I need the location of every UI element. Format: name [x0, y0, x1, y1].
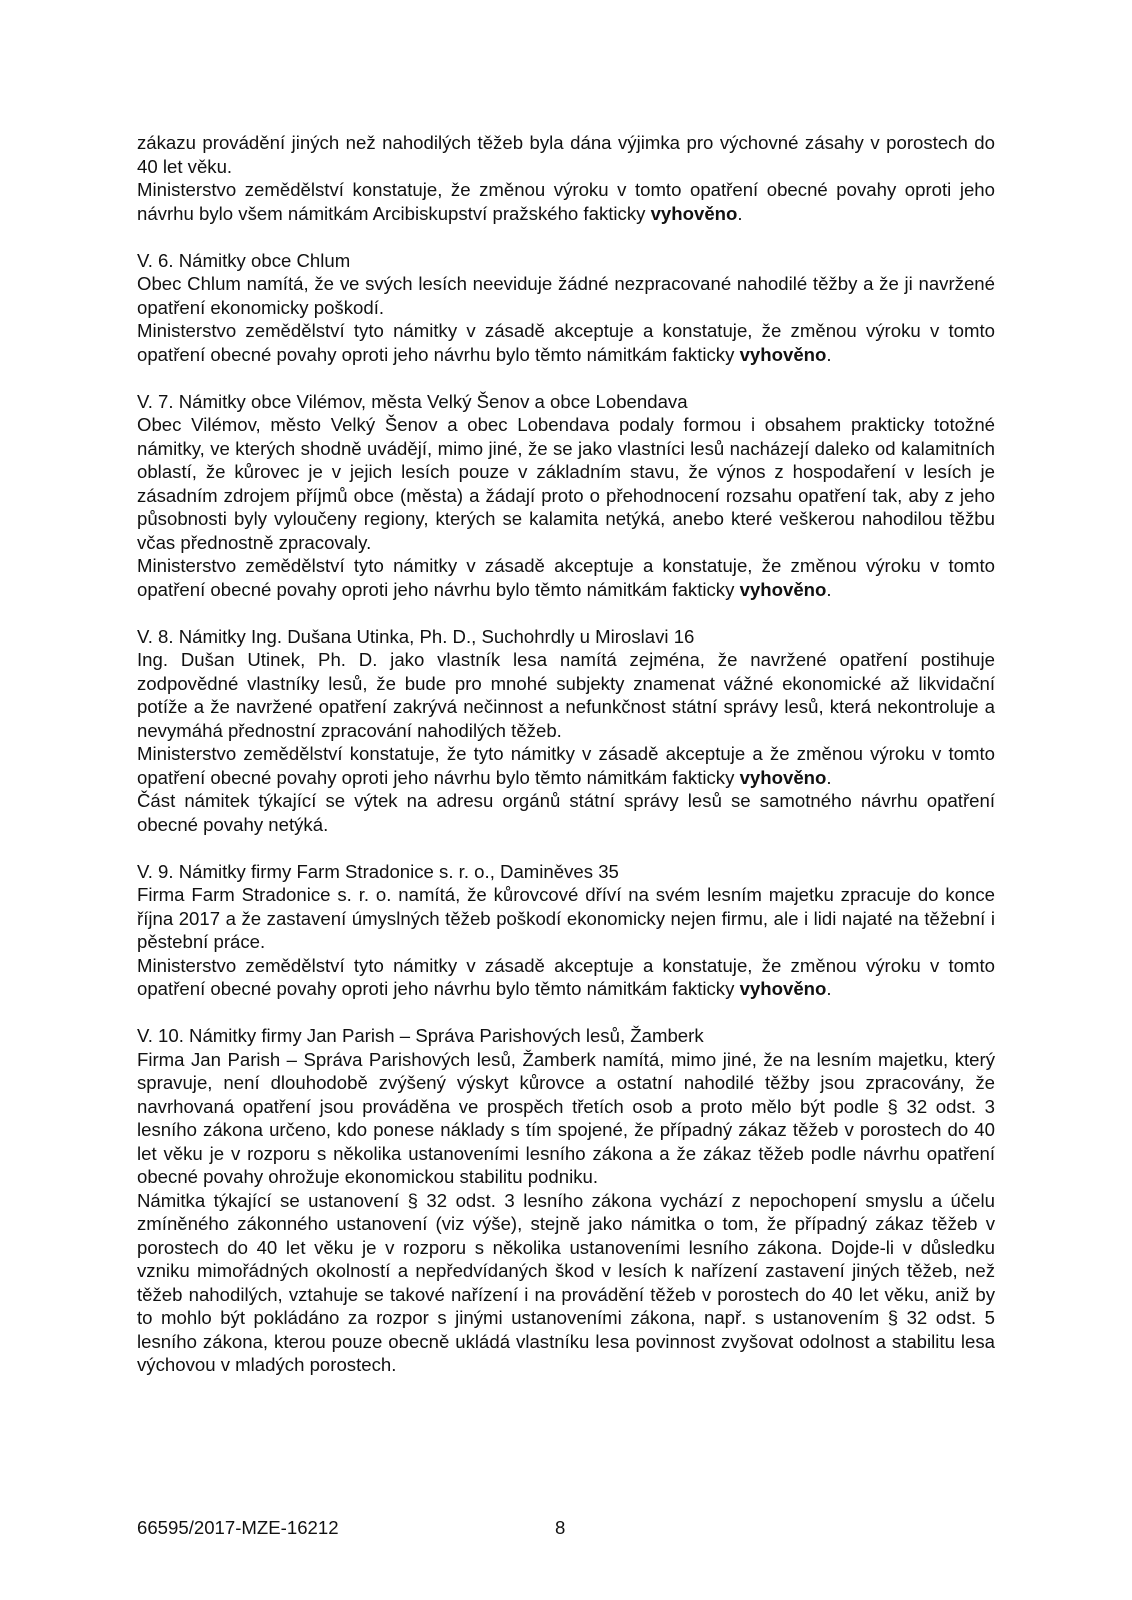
ministry-response: Ministerstvo zemědělství tyto námitky v zásadě akceptuje a konstatuje, že změnou výroku v tomto opatření obecné povahy oproti jeho návrhu bylo těmto námitkám fakticky vyhověno.	[137, 555, 995, 600]
intro-conclusion: Ministerstvo zemědělství konstatuje, že změnou výroku v tomto opatření obecné povahy oproti jeho návrhu bylo všem námitkám Arcibiskupství pražského fakticky vyhověno.	[137, 179, 995, 224]
document-page	[137, 131, 995, 1377]
ministry-response: Ministerstvo zemědělství tyto námitky v zásadě akceptuje a konstatuje, že změnou výroku v tomto opatření obecné povahy oproti jeho návrhu bylo těmto námitkám fakticky vyhověno.	[137, 320, 995, 365]
objection-text: Obec Chlum namítá, že ve svých lesích neeviduje žádné nezpracované nahodilé těžby a že ji navržené opatření ekonomicky poškodí.	[137, 273, 995, 318]
section-heading: V. 7. Námitky obce Vilémov, města Velký Šenov a obce Lobendava	[137, 390, 688, 412]
section-heading: V. 10. Námitky firmy Jan Parish – Správa Parishových lesů, Žamberk	[137, 1025, 704, 1046]
ministry-response: Ministerstvo zemědělství konstatuje, že tyto námitky v zásadě akceptuje a že změnou výroku v tomto opatření obecné povahy oproti jeho návrhu bylo těmto námitkám fakticky vyhověno.	[137, 743, 995, 788]
ministry-response: Ministerstvo zemědělství tyto námitky v zásadě akceptuje a konstatuje, že změnou výroku v tomto opatření obecné povahy oproti jeho návrhu bylo těmto námitkám fakticky vyhověno.	[137, 954, 995, 999]
intro-paragraph: zákazu provádění jiných než nahodilých těžeb byla dána výjimka pro výchovné zásahy v porostech do 40 let věku.	[137, 132, 995, 177]
section-heading: V. 9. Námitky firmy Farm Stradonice s. r. o., Daminěves 35	[137, 860, 619, 882]
objection-text: Ing. Dušan Utinek, Ph. D. jako vlastník lesa namítá zejména, že navržené opatření postihuje zodpovědné vlastníky lesů, že bude pro mnohé subjekty znamenat vážné ekonomické až likvidační potíže a že navržené opatření zakrývá nečinnost a nefunkčnost státní správy lesů, která nekontroluje a nevymáhá přednostní zpracování nahodilých těžeb.	[137, 649, 995, 741]
section-heading: V. 6. Námitky obce Chlum	[137, 249, 351, 271]
section-heading: V. 8. Námitky Ing. Dušana Utinka, Ph. D., Suchohrdly u Miroslavi 16	[137, 625, 695, 647]
objection-text: Firma Jan Parish – Správa Parishových lesů, Žamberk namítá, mimo jiné, že na lesním majetku, který spravuje, není dlouhodobě zvýšený výskyt kůrovce a ostatní nahodilé těžby jsou zpracovány, že navrhovaná opatření jsou prováděna ve prospěch třetích osob a proto mělo být podle § 32 odst. 3 lesního zákona určeno, kdo ponese náklady s tím spojené, že případný zákaz těžeb v porostech do 40 let věku je v rozporu s několika ustanoveními lesního zákona a že zákaz těžeb podle návrhu opatření obecné povahy ohrožuje ekonomickou stabilitu podniku.	[137, 1048, 995, 1187]
objection-text: Firma Farm Stradonice s. r. o. namítá, že kůrovcové dříví na svém lesním majetku zpracuje do konce října 2017 a že zastavení úmyslných těžeb poškodí ekonomicky nejen firmu, ale i lidi najaté na těžební i pěstební práce.	[137, 884, 995, 952]
ministry-note: Část námitek týkající se výtek na adresu orgánů státní správy lesů se samotného návrhu opatření obecné povahy netýká.	[137, 790, 995, 835]
page-number: 8	[555, 1517, 566, 1538]
document-reference: 66595/2017-MZE-16212	[137, 1517, 339, 1538]
ministry-response: Námitka týkající se ustanovení § 32 odst. 3 lesního zákona vychází z nepochopení smyslu a účelu zmíněného zákonného ustanovení (viz výše), stejně jako námitka o tom, že případný zákaz těžeb v porostech do 40 let věku je v rozporu s několika ustanoveními lesního zákona. Dojde-li v důsledku vzniku mimořádných okolností a nepředvídaných škod v lesích k nařízení zastavení jiných těžeb, než těžeb nahodilých, vztahuje se takové nařízení i na provádění těžeb v porostech do 40 let věku, aniž by to mohlo být pokládáno za rozpor s jinými ustanoveními zákona, např. s ustanovením § 32 odst. 5 lesního zákona, kterou pouze obecně ukládá vlastníku lesa povinnost zvyšovat odolnost a stabilitu lesa výchovou v mladých porostech.	[137, 1189, 995, 1375]
objection-text: Obec Vilémov, město Velký Šenov a obec Lobendava podaly formou i obsahem prakticky totožné námitky, ve kterých shodně uvádějí, mimo jiné, že se jako vlastníci lesů nacházejí daleko od kalamitních oblastí, že kůrovec je v jejich lesích pouze v základním stavu, že výnos z hospodaření v lesích je zásadním zdrojem příjmů obce (města) a žádají proto o přehodnocení rozsahu opatření tak, aby z jeho působnosti byly vyloučeny regiony, kterých se kalamita netýká, anebo které veškerou nahodilou těžbu včas přednostně zpracovaly.	[137, 414, 995, 553]
